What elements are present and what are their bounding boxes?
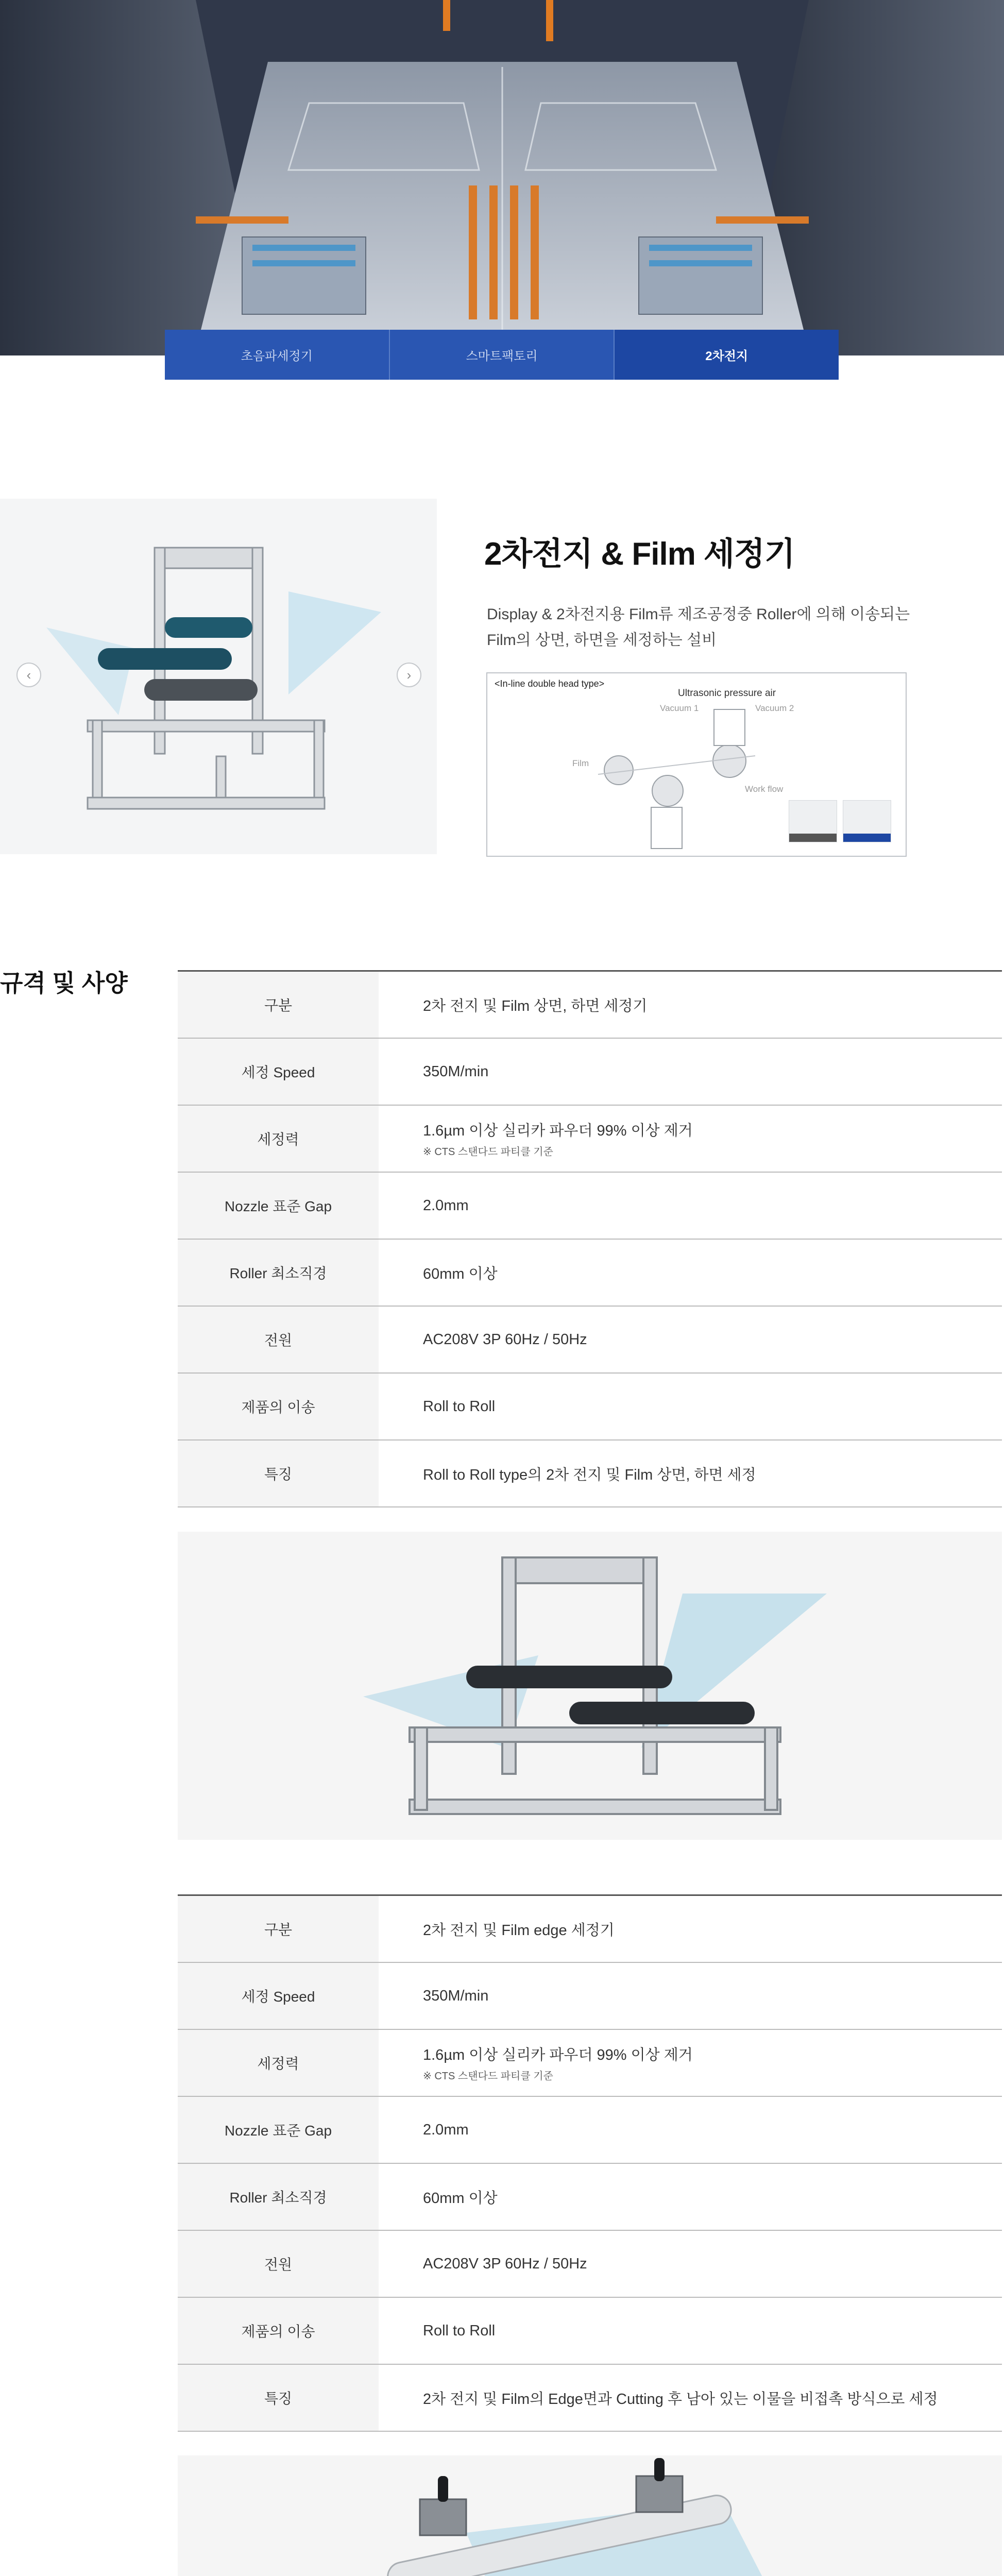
thumbnail-after (843, 800, 891, 842)
product-image-carousel (0, 499, 437, 854)
specs-heading: 규격 및 사양 (0, 970, 128, 996)
spec-key: 구분 (178, 971, 379, 1039)
spec-value: 350M/min (379, 1038, 1002, 1105)
spec-value-with-note (379, 2029, 1002, 2096)
spec-key: 특징 (178, 1440, 379, 1507)
spec-value: 1.6µm 이상 실리카 파우더 99% 이상 제거 (423, 2047, 693, 2063)
spec-key: 전원 (178, 2230, 379, 2297)
thumbnail-before (789, 800, 837, 842)
hero-banner (0, 0, 1004, 355)
edge-cleaner-illustration (178, 2455, 1002, 2576)
table-row (178, 2230, 1002, 2297)
spec-key: 세정력 (178, 1105, 379, 1172)
spec-key: 전원 (178, 1306, 379, 1373)
table-row (178, 2029, 1002, 2096)
process-diagram (486, 672, 907, 857)
diagram-vacuum2-label: Vacuum 2 (755, 703, 794, 713)
product-photo-top-bottom-cleaner (178, 1532, 1002, 1840)
spec-key: 제품의 이송 (178, 1373, 379, 1440)
tab-smart-factory[interactable]: 스마트팩토리 (390, 330, 615, 380)
diagram-film-label: Film (572, 758, 589, 768)
diagram-pressure-label: Ultrasonic pressure air (678, 688, 776, 699)
spec-value: 2.0mm (379, 1172, 1002, 1239)
table-row (178, 2096, 1002, 2163)
tab-ultrasonic-cleaner[interactable]: 초음파세정기 (165, 330, 390, 380)
table-row (178, 2163, 1002, 2230)
spec-note: ※ CTS 스탠다드 파티클 기준 (423, 2071, 553, 2082)
table-row (178, 1962, 1002, 2029)
tab-secondary-battery[interactable]: 2차전지 (615, 330, 839, 380)
table-row (178, 1895, 1002, 1963)
carousel-prev-button[interactable]: ‹ (16, 663, 41, 687)
spec-value: Roll to Roll (379, 2297, 1002, 2364)
spec-table-top-bottom-cleaner (178, 970, 1002, 1507)
spec-key: Roller 최소직경 (178, 1239, 379, 1306)
description-line-2: Film의 상면, 하면을 세정하는 설비 (487, 632, 717, 649)
category-tabs (165, 330, 839, 380)
table-row (178, 1038, 1002, 1105)
table-row (178, 1440, 1002, 1507)
spec-value: 2차 전지 및 Film 상면, 하면 세정기 (379, 971, 1002, 1039)
spec-key: Roller 최소직경 (178, 2163, 379, 2230)
product-photo-edge-cleaner (178, 2455, 1002, 2576)
spec-key: Nozzle 표준 Gap (178, 1172, 379, 1239)
film-cleaner-machine-illustration (0, 499, 437, 854)
spec-table-edge-cleaner (178, 1894, 1002, 2432)
diagram-title: <In-line double head type> (495, 679, 605, 689)
product-title: 2차전지 & Film 세정기 (484, 536, 795, 572)
spec-value: AC208V 3P 60Hz / 50Hz (379, 1306, 1002, 1373)
table-row (178, 2364, 1002, 2431)
spec-value: 2차 전지 및 Film edge 세정기 (379, 1895, 1002, 1963)
machine-illustration (178, 1532, 1002, 1840)
diagram-vacuum1-label: Vacuum 1 (660, 703, 699, 713)
spec-key: 세정 Speed (178, 1962, 379, 2029)
table-row (178, 971, 1002, 1039)
table-row (178, 1172, 1002, 1239)
spec-key: 세정력 (178, 2029, 379, 2096)
spec-value: Roll to Roll type의 2차 전지 및 Film 상면, 하면 세정 (379, 1440, 1002, 1507)
spec-value: 60mm 이상 (379, 1239, 1002, 1306)
spec-key: 특징 (178, 2364, 379, 2431)
table-row (178, 1306, 1002, 1373)
spec-key: 구분 (178, 1895, 379, 1963)
table-row (178, 1239, 1002, 1306)
spec-value-with-note (379, 1105, 1002, 1172)
diagram-workflow-label: Work flow (745, 784, 784, 794)
spec-value: AC208V 3P 60Hz / 50Hz (379, 2230, 1002, 2297)
table-row (178, 1373, 1002, 1440)
spec-value: 350M/min (379, 1962, 1002, 2029)
spec-value: 2.0mm (379, 2096, 1002, 2163)
spec-value: 1.6µm 이상 실리카 파우더 99% 이상 제거 (423, 1123, 693, 1139)
battery-chassis-illustration (0, 0, 1004, 355)
spec-key: 제품의 이송 (178, 2297, 379, 2364)
product-description (487, 602, 920, 653)
table-row (178, 2297, 1002, 2364)
description-line-1: Display & 2차전지용 Film류 제조공정중 Roller에 의해 이송되는 (487, 606, 910, 623)
carousel-next-button[interactable]: › (397, 663, 421, 687)
spec-value: Roll to Roll (379, 1373, 1002, 1440)
spec-key: Nozzle 표준 Gap (178, 2096, 379, 2163)
table-row (178, 1105, 1002, 1172)
spec-value: 2차 전지 및 Film의 Edge면과 Cutting 후 남아 있는 이물을 비접촉 방식으로 세정 (379, 2364, 1002, 2431)
spec-value: 60mm 이상 (379, 2163, 1002, 2230)
spec-key: 세정 Speed (178, 1038, 379, 1105)
spec-note: ※ CTS 스탠다드 파티클 기준 (423, 1146, 553, 1158)
